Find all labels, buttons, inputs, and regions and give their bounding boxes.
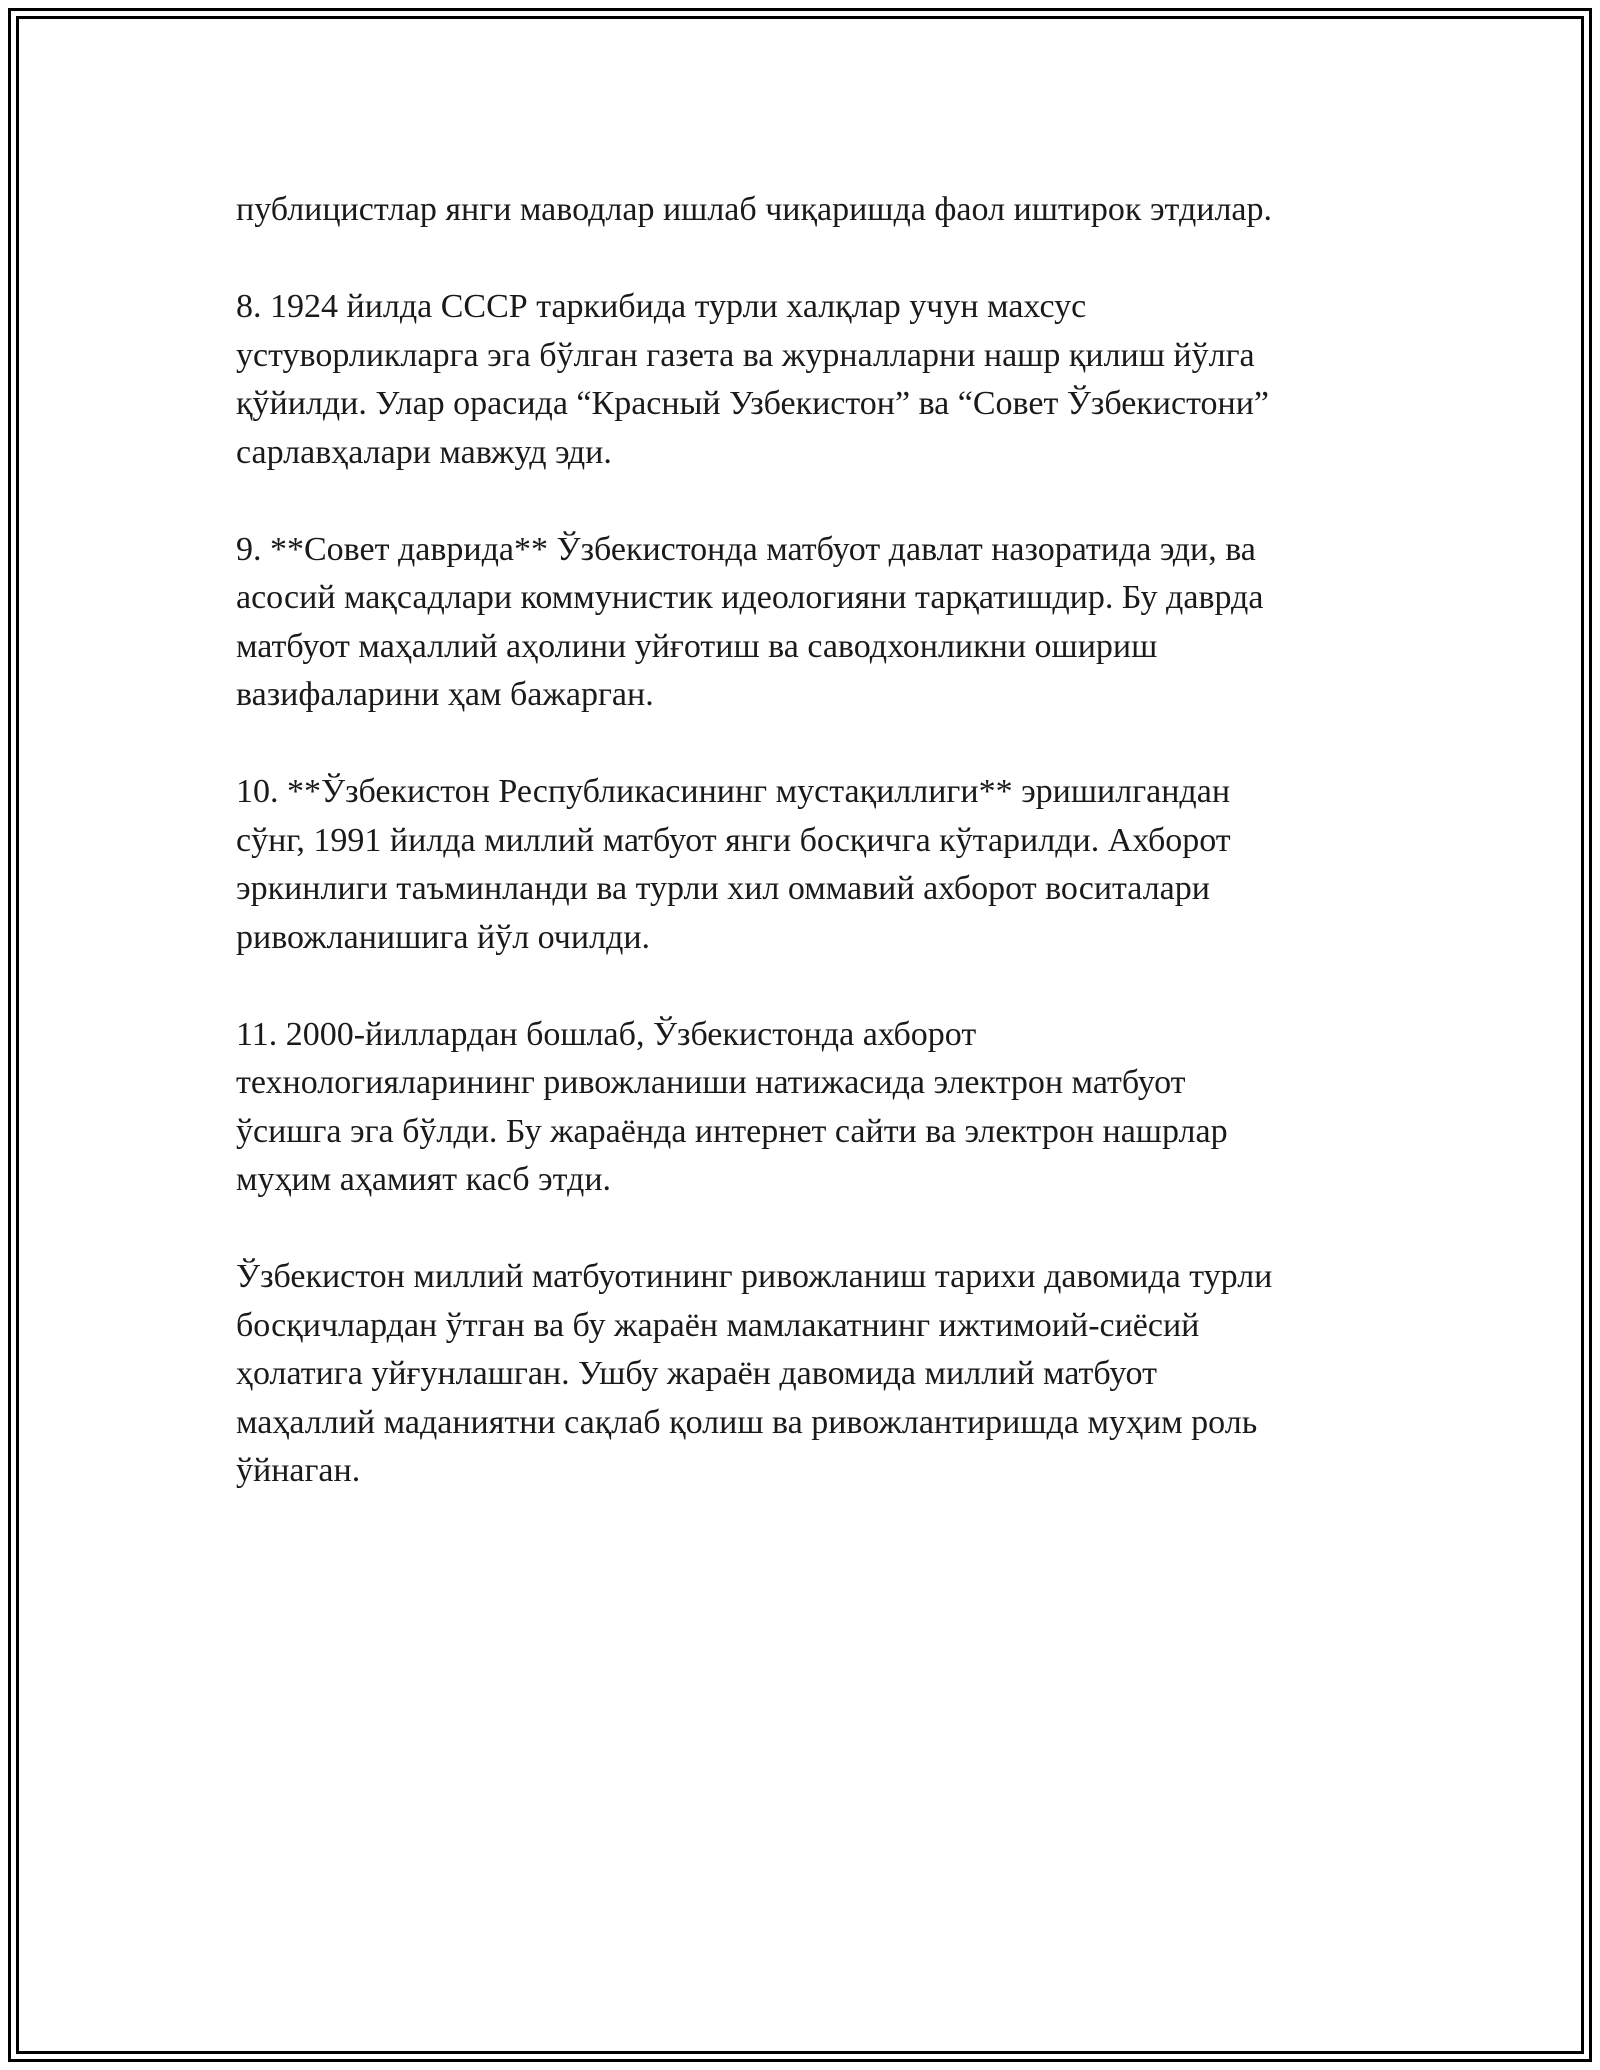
text-line: матбуот маҳаллий аҳолини уйғотиш ва саводхонликни ошириш — [236, 627, 1158, 665]
paragraph-intro-continuation — [236, 186, 1386, 235]
text-line: маҳаллий маданиятни сақлаб қолиш ва ривожлантиришда муҳим роль — [236, 1403, 1258, 1441]
text-line: публицистлар янги маводлар ишлаб чиқаришда фаол иштирок этдилар. — [236, 191, 1273, 228]
paragraph-item-10 — [236, 768, 1386, 962]
text-line: эркинлиги таъминланди ва турли хил оммавий ахборот воситалари — [236, 870, 1210, 907]
text-line: Ўзбекистон миллий матбуотининг ривожланиш тарихи давомида турли — [236, 1258, 1273, 1295]
text-line: ҳолатига уйғунлашган. Ушбу жараён давомида миллий матбуот — [236, 1355, 1157, 1392]
text-line: ўйнаган. — [236, 1452, 361, 1489]
paragraph-item-11 — [236, 1011, 1386, 1205]
text-line: технологияларининг ривожланиши натижасида электрон матбуот — [236, 1064, 1186, 1101]
text-line: муҳим аҳамият касб этди. — [236, 1161, 612, 1198]
paragraph-item-9 — [236, 526, 1386, 720]
text-line: 10. **Ўзбекистон Республикасининг мустақиллиги** эришилгандан — [236, 773, 1231, 810]
paragraph-item-8 — [236, 283, 1386, 477]
text-line: асосий мақсадлари коммунистик идеологияни тарқатишдир. Бу даврда — [236, 579, 1264, 616]
text-line: 9. **Совет даврида** Ўзбекистонда матбуот давлат назоратида эди, ва — [236, 530, 1256, 568]
text-line: қўйилди. Улар орасида “Красный Узбекистон” ва “Совет Ўзбекистони” — [236, 385, 1269, 422]
text-line: вазифаларини ҳам бажарган. — [236, 676, 654, 713]
text-line: сарлавҳалари мавжуд эди. — [236, 433, 612, 471]
text-line: 11. 2000-йиллардан бошлаб, Ўзбекистонда ахборот — [236, 1015, 977, 1053]
text-line: 8. 1924 йилда СССР таркибида турли халқлар учун махсус — [236, 288, 1087, 325]
text-line: ривожланишига йўл очилди. — [236, 918, 651, 956]
text-line: ўсишга эга бўлди. Бу жараёнда интернет сайти ва электрон нашрлар — [236, 1112, 1228, 1150]
text-line: сўнг, 1991 йилда миллий матбуот янги босқичга кўтарилди. Ахборот — [236, 821, 1231, 859]
text-line: устуворликларга эга бўлган газета ва журналларни нашр қилиш йўлга — [236, 336, 1255, 374]
document-body — [236, 186, 1386, 1544]
text-line: босқичлардан ўтган ва бу жараён мамлакатнинг ижтимоий-сиёсий — [236, 1306, 1200, 1344]
paragraph-conclusion — [236, 1253, 1386, 1496]
